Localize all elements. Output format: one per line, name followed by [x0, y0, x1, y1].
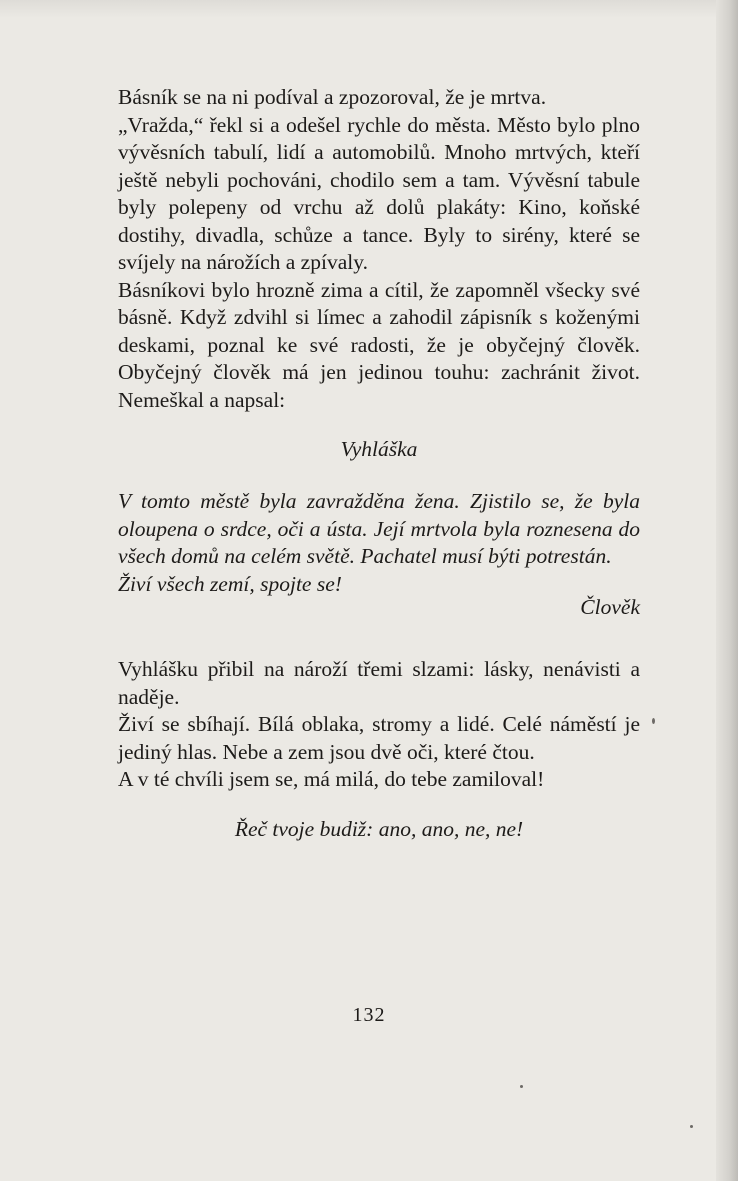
closing-paragraphs: [118, 656, 640, 794]
notice-signature: Člověk: [580, 595, 640, 619]
main-text-block: [118, 84, 640, 841]
paragraph-3: Básníkovi bylo hrozně zima a cítil, že zapomněl všecky své básně. Když zdvihl si límec a zahodil zápisník s koženými deskami, poznal ke své radosti, že je obyčejný člověk. Obyčejný člověk má jen jedinou touhu: zachránit život. Nemeškal a napsal:: [118, 277, 640, 412]
notice-block: [118, 488, 640, 598]
paragraph-6: A v té chvíli jsem se, má milá, do tebe zamiloval!: [118, 767, 545, 791]
motto: Řeč tvoje budiž: ano, ano, ne, ne!: [234, 817, 524, 841]
paper-speck: [652, 718, 655, 724]
paragraph-2: „Vražda,“ řekl si a odešel rychle do města. Město bylo plno vývěsních tabulí, lidí a automobilů. Mnoho mrtvých, kteří ještě nebyli pochováni, chodilo sem a tam. Vývěsní tabule byly polepeny od vrchu až dolů plakáty: Kino, koňské dostihy, divadla, schůze a tance. Byly to sirény, které se svíjely na nárožích a zpívaly.: [118, 112, 640, 274]
paper-speck: [690, 1125, 693, 1128]
page-number: 132: [352, 1004, 386, 1026]
notice-text: V tomto městě byla zavražděna žena. Zjistilo se, že byla oloupena o srdce, oči a ústa. Její mrtvola byla roznesena do všech domů na celém světě. Pachatel musí býti potrestán.: [118, 489, 640, 568]
paragraph-4: Vyhlášku přibil na nároží třemi slzami: lásky, nenávisti a naděje.: [118, 657, 640, 709]
page-top-shadow: [0, 0, 738, 18]
paper-speck: [520, 1085, 523, 1088]
paragraph-1: Básník se na ni podíval a zpozoroval, že je mrtva.: [118, 85, 547, 109]
notice-title: Vyhláška: [340, 437, 418, 461]
notice-call: Živí všech zemí, spojte se!: [118, 571, 342, 596]
paragraph-5: Živí se sbíhají. Bílá oblaka, stromy a lidé. Celé náměstí je jediný hlas. Nebe a zem jsou dvě oči, které čtou.: [118, 712, 640, 764]
